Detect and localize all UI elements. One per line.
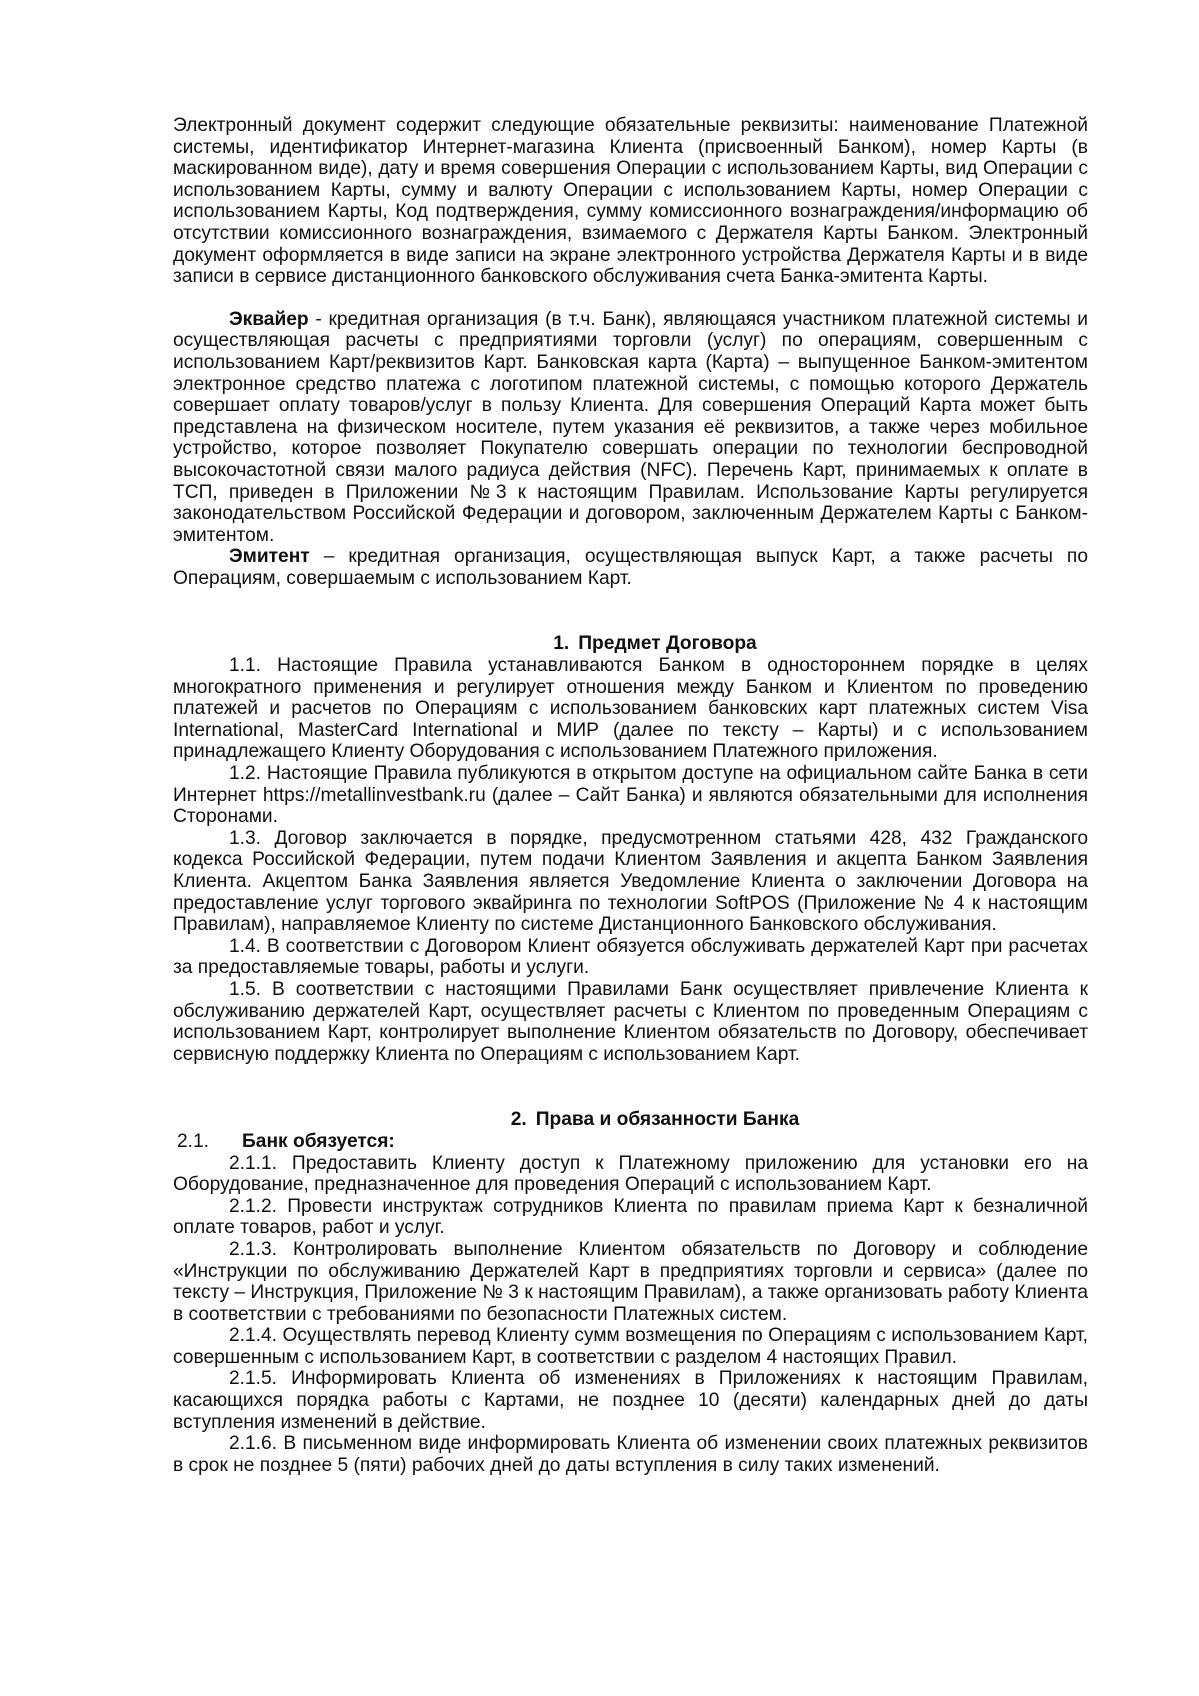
clause: 1.3. Договор заключается в порядке, предусмотренном статьями 428, 432 Гражданского кодекса Российской Федерации, путем подачи Клиентом Заявления и акцепта Банком Заявления Клиента. Акцептом Банка Заявления является Уведомление Клиента о заключении Договора на предоставление услуг торгового эквайринга по технологии SoftPOS (Приложение № 4 к настоящим Правилам), направляемое Клиенту по системе Дистанционного Банковского обслуживания. xyxy=(173,827,1088,936)
section-heading xyxy=(173,1109,1088,1131)
definition-term: Эквайер xyxy=(229,308,309,330)
section-number: 1. xyxy=(553,633,570,655)
section-title: Права и обязанности Банка xyxy=(535,1109,800,1131)
clause: 2.1.3. Контролировать выполнение Клиентом обязательств по Договору и соблюдение «Инструкции по обслуживанию Держателей Карт в предприятиях торговли и сервиса» (далее по тексту – Инструкция, Приложение № 3 к настоящим Правилам), а также организовать работу Клиента в соответствии с требованиями по безопасности Платежных систем. xyxy=(173,1238,1088,1325)
clause: 1.2. Настоящие Правила публикуются в открытом доступе на официальном сайте Банка в сети Интернет https://metallinvestbank.ru (далее – Сайт Банка) и являются обязательными для исполнения Сторонами. xyxy=(173,763,1088,828)
section-title: Предмет Договора xyxy=(578,633,757,655)
clause: 1.5. В соответствии с настоящими Правилами Банк осуществляет привлечение Клиента к обслуживанию держателей Карт, осуществляет расчеты с Клиентом по проведенным Операциям с использованием Карт, контролирует выполнение Клиентом обязательств по Договору, обеспечивает сервисную поддержку Клиента по Операциям с использованием Карт. xyxy=(173,978,1088,1065)
clause: 2.1.1. Предоставить Клиенту доступ к Платежному приложению для установки его на Оборудование, предназначенное для проведения Операций с использованием Карт. xyxy=(173,1152,1088,1196)
section-number: 2. xyxy=(510,1109,527,1131)
subsection-title: Банк обязуется: xyxy=(242,1130,395,1152)
clause: 2.1.2. Провести инструктаж сотрудников Клиента по правилам приема Карт к безналичной оплате товаров, работ и услуг. xyxy=(173,1195,1088,1239)
definition-text: - кредитная организация (в т.ч. Банк), являющаяся участником платежной системы и осуществляющая расчеты с предприятиями торговли (услуг) по операциям, совершенным с использованием Карт/реквизитов Карт. Банковская карта (Карта) – выпущенное Банком-эмитентом электронное средство платежа с логотипом платежной системы, с помощью которого Держатель совершает оплату товаров/услуг в пользу Клиента. Для совершения Операций Карта может быть представлена на физическом носителе, путем указания её реквизитов, а также через мобильное устройство, которое позволяет Покупателю совершать операции по технологии беспроводной высокочастотной связи малого радиуса действия (NFC). Перечень Карт, принимаемых к оплате в ТСП, приведен в Приложении №3 к настоящим Правилам. Использование Карты регулируется законодательством Российской Федерации и договором, заключенным Держателем Карты с Банком-эмитентом. xyxy=(173,308,1088,546)
clause: 1.1. Настоящие Правила устанавливаются Банком в одностороннем порядке в целях многократного применения и регулирует отношения между Банком и Клиентом по проведению платежей и расчетов по Операциям с использованием банковских карт платежных систем Visa International, MasterCard International и МИР (далее по тексту – Карты) и с использованием принадлежащего Клиенту Оборудования с использованием Платежного приложения. xyxy=(173,655,1088,763)
definition-term: Эмитент xyxy=(229,546,310,568)
definition-acquirer xyxy=(173,309,1088,547)
intro-paragraph: Электронный документ содержит следующие обязательные реквизиты: наименование Платежной системы, идентификатор Интернет-магазина Клиента (присвоенный Банком), номер Карты (в маскированном виде), дату и время совершения Операции с использованием Карты, вид Операции с использованием Карты, сумму и валюту Операции с использованием Карты, номер Операции с использованием Карты, Код подтверждения, сумму комиссионного вознаграждения/информацию об отсутствии комиссионного вознаграждения, взимаемого с Держателя Карты Банком. Электронный документ оформляется в виде записи на экране электронного устройства Держателя Карты и в виде записи в сервисе дистанционного банковского обслуживания счета Банка-эмитента Карты. xyxy=(173,115,1088,288)
subsection-heading xyxy=(177,1131,1088,1153)
clause: 2.1.4. Осуществлять перевод Клиенту сумм возмещения по Операциям с использованием Карт, совершенным с использованием Карт, в соответствии с разделом 4 настоящих Правил. xyxy=(173,1325,1088,1368)
subsection-number: 2.1. xyxy=(177,1130,210,1152)
clause: 1.4. В соответствии с Договором Клиент обязуется обслуживать держателей Карт при расчетах за предоставляемые товары, работы и услуги. xyxy=(173,935,1088,979)
clause: 2.1.5. Информировать Клиента об изменениях в Приложениях к настоящим Правилам, касающихся порядка работы с Картами, не позднее 10 (десяти) календарных дней до даты вступления изменений в действие. xyxy=(173,1368,1088,1433)
definition-issuer xyxy=(173,546,1088,589)
section-heading xyxy=(173,633,1088,655)
definition-text: – кредитная организация, осуществляющая выпуск Карт, а также расчеты по Операциям, совершаемым с использованием Карт. xyxy=(173,546,1088,589)
clause: 2.1.6. В письменном виде информировать Клиента об изменении своих платежных реквизитов в срок не позднее 5 (пяти) рабочих дней до даты вступления в силу таких изменений. xyxy=(173,1433,1088,1476)
